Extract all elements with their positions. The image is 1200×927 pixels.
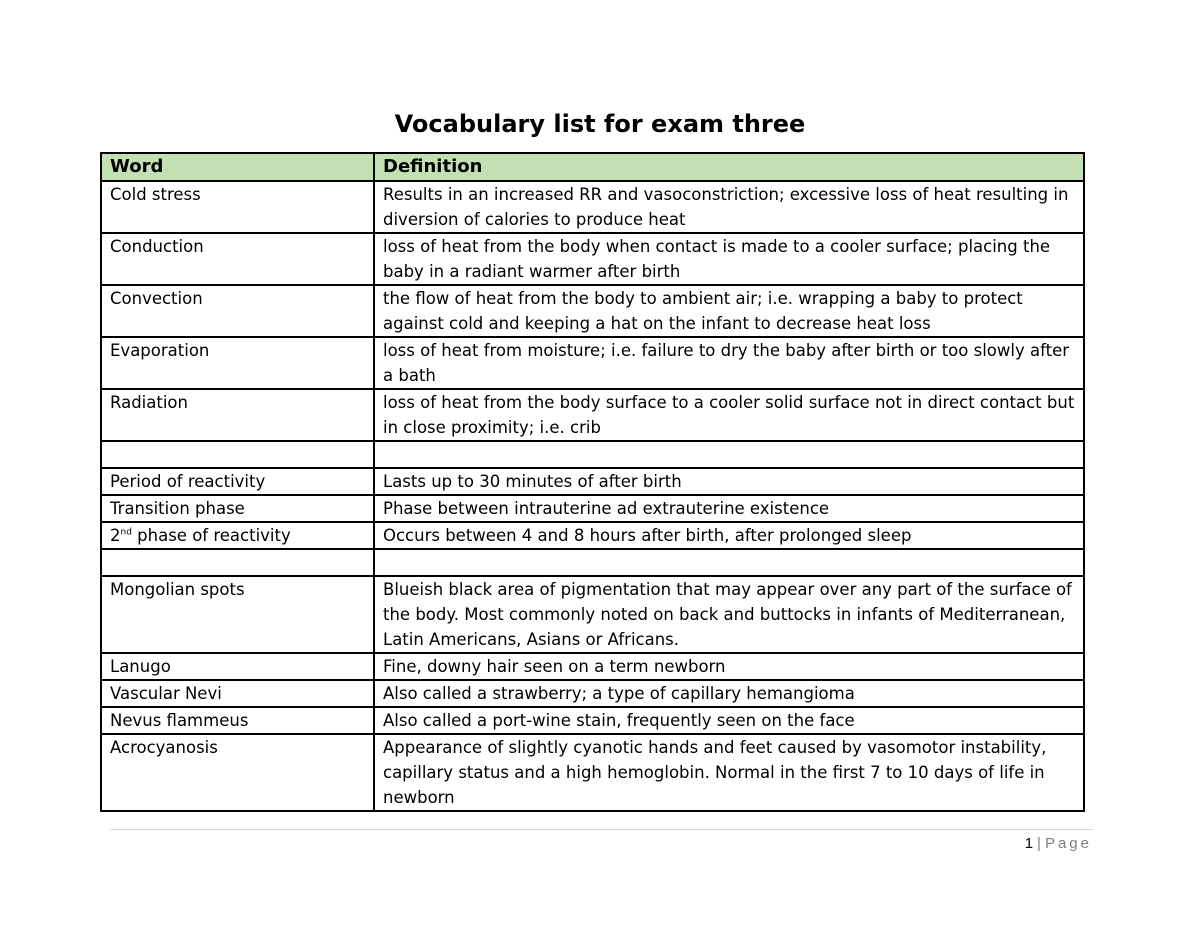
table-row — [101, 233, 1084, 285]
word-cell: Period of reactivity — [101, 468, 374, 495]
definition-cell: loss of heat from the body when contact is made to a cooler surface; placing the baby in a radiant warmer after birth — [374, 233, 1084, 285]
table-row — [101, 389, 1084, 441]
word-cell: Vascular Nevi — [101, 680, 374, 707]
definition-cell — [374, 549, 1084, 576]
definition-cell: Appearance of slightly cyanotic hands and feet caused by vasomotor instability, capillary status and a high hemoglobin. Normal in the first 7 to 10 days of life in newborn — [374, 734, 1084, 811]
definition-cell: the flow of heat from the body to ambient air; i.e. wrapping a baby to protect against cold and keeping a hat on the infant to decrease heat loss — [374, 285, 1084, 337]
definition-cell: Lasts up to 30 minutes of after birth — [374, 468, 1084, 495]
definition-cell: Also called a strawberry; a type of capillary hemangioma — [374, 680, 1084, 707]
table-row — [101, 734, 1084, 811]
word-text: phase of reactivity — [131, 526, 291, 545]
table-row — [101, 576, 1084, 653]
definition-cell: Fine, downy hair seen on a term newborn — [374, 653, 1084, 680]
definition-cell: loss of heat from the body surface to a cooler solid surface not in direct contact but in close proximity; i.e. crib — [374, 389, 1084, 441]
vocabulary-table — [100, 152, 1085, 812]
table-row — [101, 680, 1084, 707]
table-row — [101, 653, 1084, 680]
table-row — [101, 337, 1084, 389]
definition-cell: Blueish black area of pigmentation that may appear over any part of the surface of the body. Most commonly noted on back and buttocks in infants of Mediterranean, Latin Americans, Asians or Africans. — [374, 576, 1084, 653]
page-number: 1 — [1024, 835, 1034, 852]
definition-cell: loss of heat from moisture; i.e. failure to dry the baby after birth or too slowly after a bath — [374, 337, 1084, 389]
table-row — [101, 495, 1084, 522]
definition-cell — [374, 441, 1084, 468]
definition-cell: Also called a port-wine stain, frequently seen on the face — [374, 707, 1084, 734]
table-header-row — [101, 153, 1084, 181]
word-cell — [101, 441, 374, 468]
header-definition: Definition — [374, 153, 1084, 181]
word-cell: Lanugo — [101, 653, 374, 680]
word-cell: Transition phase — [101, 495, 374, 522]
word-cell: Conduction — [101, 233, 374, 285]
table-row-blank — [101, 441, 1084, 468]
word-ordinal-number: 2 — [110, 526, 121, 545]
footer-divider — [110, 829, 1093, 830]
word-cell: Convection — [101, 285, 374, 337]
table-row — [101, 181, 1084, 233]
footer-separator: | — [1037, 835, 1041, 852]
table-row — [101, 522, 1084, 549]
word-ordinal-suffix: nd — [120, 527, 132, 538]
word-cell: Cold stress — [101, 181, 374, 233]
definition-cell: Results in an increased RR and vasoconstriction; excessive loss of heat resulting in diversion of calories to produce heat — [374, 181, 1084, 233]
word-cell: Acrocyanosis — [101, 734, 374, 811]
table-row — [101, 468, 1084, 495]
page-footer — [1025, 833, 1092, 855]
definition-cell: Occurs between 4 and 8 hours after birth, after prolonged sleep — [374, 522, 1084, 549]
table-row — [101, 285, 1084, 337]
header-word: Word — [101, 153, 374, 181]
word-cell: Nevus flammeus — [101, 707, 374, 734]
word-cell: Radiation — [101, 389, 374, 441]
word-cell — [101, 549, 374, 576]
page-title: Vocabulary list for exam three — [394, 110, 806, 138]
table-row-blank — [101, 549, 1084, 576]
page-label: Page — [1044, 835, 1092, 852]
word-cell — [101, 522, 374, 549]
word-cell: Evaporation — [101, 337, 374, 389]
table-row — [101, 707, 1084, 734]
definition-cell: Phase between intrauterine ad extrauterine existence — [374, 495, 1084, 522]
word-cell: Mongolian spots — [101, 576, 374, 653]
